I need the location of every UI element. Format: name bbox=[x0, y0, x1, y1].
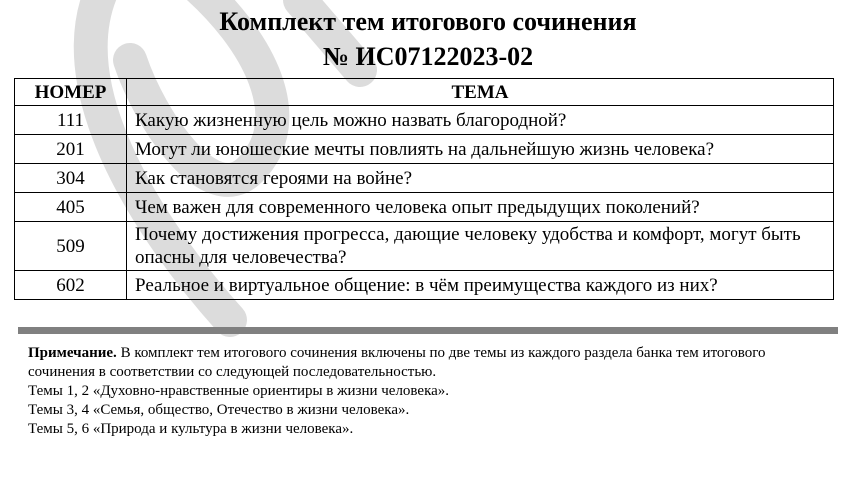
topic-text: Реальное и виртуальное общение: в чём преимущества каждого из них? bbox=[127, 271, 834, 300]
topic-text: Могут ли юношеские мечты повлиять на дальнейшую жизнь человека? bbox=[127, 135, 834, 164]
table-row bbox=[15, 135, 834, 164]
note-line: Темы 5, 6 «Природа и культура в жизни человека». bbox=[28, 421, 354, 437]
divider-bar bbox=[18, 327, 838, 334]
table-row bbox=[15, 271, 834, 300]
topic-text: Чем важен для современного человека опыт предыдущих поколений? bbox=[127, 193, 834, 222]
header-number: НОМЕР bbox=[15, 79, 127, 106]
topic-number: 111 bbox=[15, 106, 127, 135]
note-intro bbox=[28, 344, 828, 382]
topic-text: Как становятся героями на войне? bbox=[127, 164, 834, 193]
topic-number: 304 bbox=[15, 164, 127, 193]
note-label: Примечание. bbox=[28, 345, 117, 361]
topic-text: Почему достижения прогресса, дающие человеку удобства и комфорт, могут быть опасны для человечества? bbox=[127, 222, 834, 271]
table-row bbox=[15, 193, 834, 222]
topics-table bbox=[14, 78, 834, 300]
table-row bbox=[15, 222, 834, 271]
topic-number: 509 bbox=[15, 222, 127, 271]
note bbox=[28, 344, 828, 439]
note-line: Темы 3, 4 «Семья, общество, Отечество в жизни человека». bbox=[28, 402, 410, 418]
document-title: Комплект тем итогового сочинения bbox=[219, 7, 637, 36]
note-line: Темы 1, 2 «Духовно-нравственные ориентиры в жизни человека». bbox=[28, 383, 450, 399]
topic-number: 405 bbox=[15, 193, 127, 222]
table-row bbox=[15, 164, 834, 193]
table-row bbox=[15, 106, 834, 135]
note-text: В комплект тем итогового сочинения включены по две темы из каждого раздела банка тем итогового сочинения в соответствии со следующей последовательностью. bbox=[28, 345, 766, 380]
topic-number: 201 bbox=[15, 135, 127, 164]
document-number: № ИС07122023-02 bbox=[322, 42, 534, 71]
table-header-row bbox=[15, 79, 834, 106]
topic-number: 602 bbox=[15, 271, 127, 300]
header-topic: ТЕМА bbox=[127, 79, 834, 106]
topic-text: Какую жизненную цель можно назвать благородной? bbox=[127, 106, 834, 135]
